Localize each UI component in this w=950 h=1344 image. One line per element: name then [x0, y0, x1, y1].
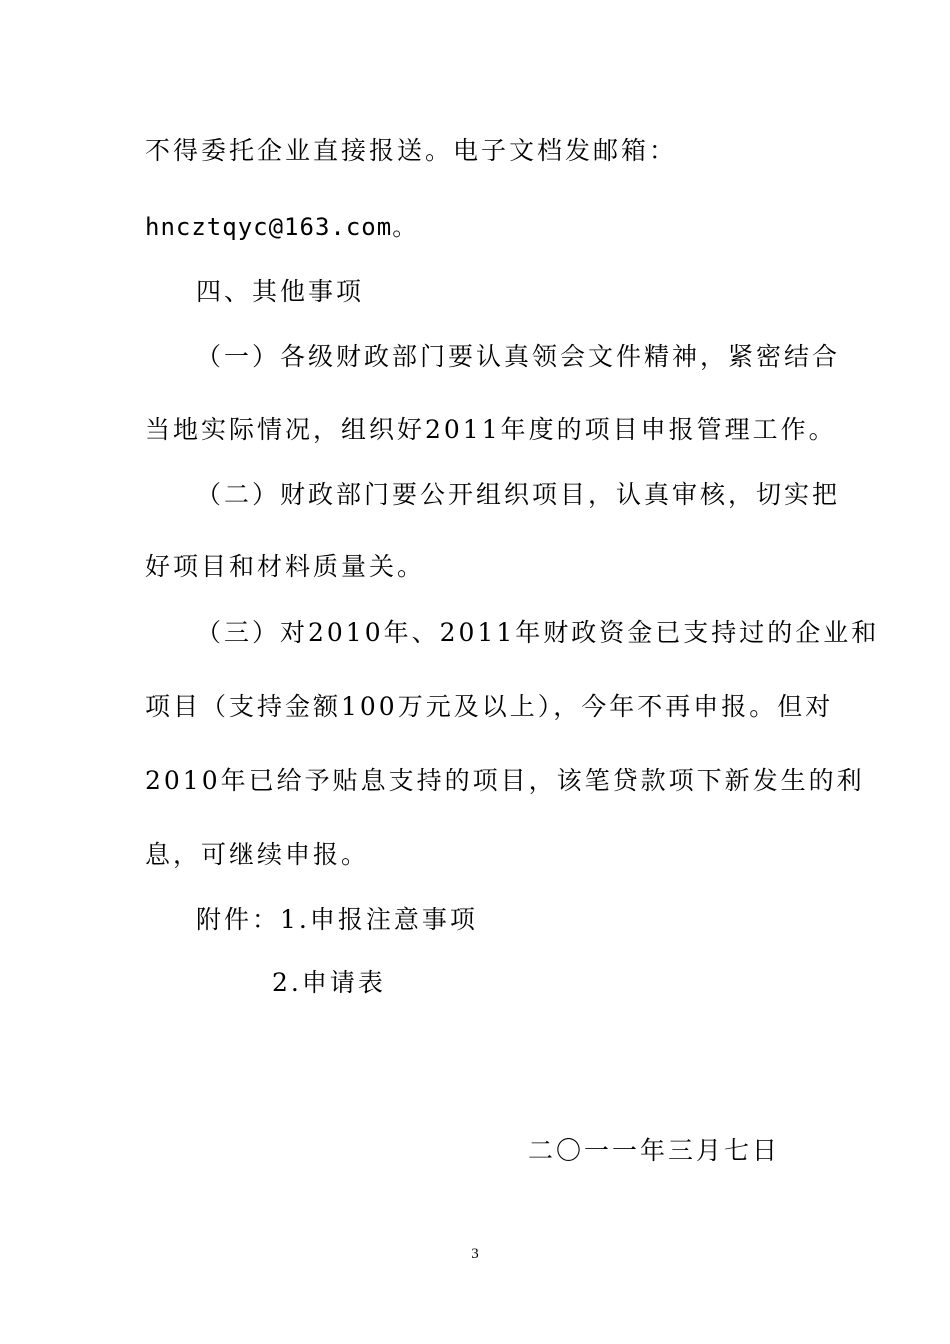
body-line-1: 不得委托企业直接报送。电子文档发邮箱：: [145, 136, 678, 165]
attachment-line-2: 2.申请表: [272, 968, 386, 997]
item-3-line-4: 息，可继续申报。: [145, 840, 370, 869]
section-heading: 四、其他事项: [196, 277, 365, 306]
page-number: 3: [471, 1246, 479, 1262]
item-3-line-2: 项目（支持金额100万元及以上），今年不再申报。但对: [145, 692, 834, 721]
email-line: hncztqyc@163.com。: [145, 213, 418, 241]
item-3-line-1: （三）对2010年、2011年财政资金已支持过的企业和: [196, 618, 880, 647]
item-2-line-1: （二）财政部门要公开组织项目，认真审核，切实把: [196, 480, 841, 509]
document-date: 二〇一一年三月七日: [528, 1136, 781, 1165]
item-1-line-2: 当地实际情况，组织好2011年度的项目申报管理工作。: [145, 415, 837, 444]
item-2-line-2: 好项目和材料质量关。: [145, 552, 426, 581]
attachment-line-1: 附件：1.申报注意事项: [196, 905, 478, 934]
item-3-line-3: 2010年已给予贴息支持的项目，该笔贷款项下新发生的利: [145, 766, 865, 795]
item-1-line-1: （一）各级财政部门要认真领会文件精神，紧密结合: [196, 342, 841, 371]
